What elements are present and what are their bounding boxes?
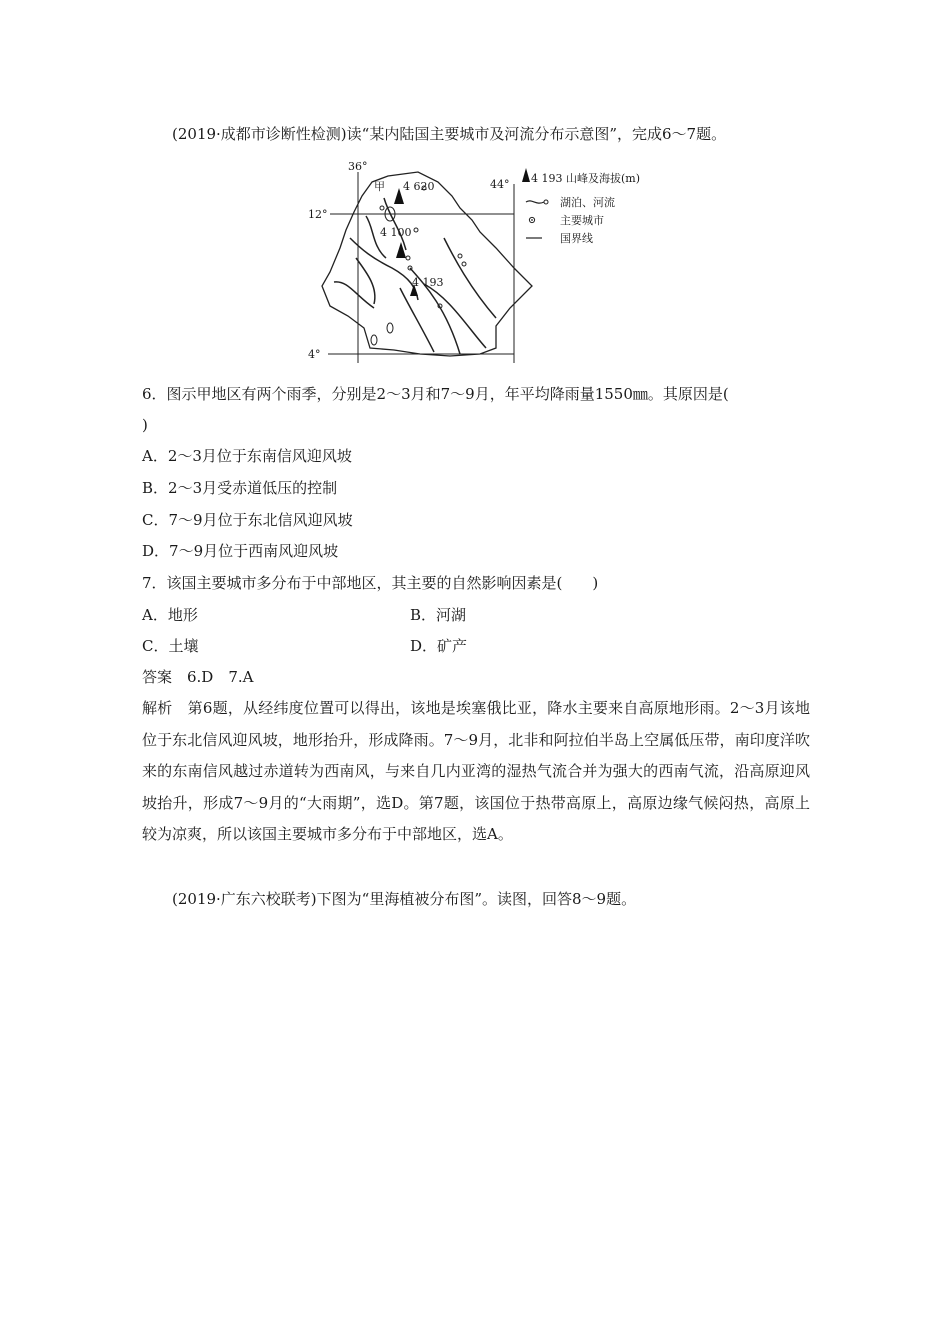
question-6-option-c: C．7～9月位于东北信风迎风坡 — [142, 511, 353, 529]
legend-peak-label: 4 193 山峰及海拔(m) — [531, 172, 641, 185]
question-intro-6-7: (2019·成都市诊断性检测)读“某内陆国主要城市及河流分布示意图”，完成6～7题。 — [172, 125, 727, 143]
city-marker — [414, 228, 418, 232]
legend-border-label: 国界线 — [560, 232, 593, 245]
legend-city-label: 主要城市 — [560, 214, 604, 227]
peak-label: 4 100 — [380, 226, 412, 239]
city-marker — [406, 256, 410, 260]
lake — [387, 323, 393, 333]
place-label-jia: 甲 — [374, 180, 385, 193]
legend-river-icon — [526, 201, 544, 203]
city-marker — [458, 254, 462, 258]
country-map-figure — [300, 158, 660, 363]
lon-label-36: 36° — [348, 160, 368, 173]
lat-label-4: 4° — [308, 348, 321, 361]
question-7-option-b: B．河湖 — [410, 606, 467, 624]
lat-label-12: 12° — [308, 208, 328, 221]
question-6-option-a: A．2～3月位于东南信风迎风坡 — [142, 447, 352, 465]
city-marker — [462, 262, 466, 266]
question-7-option-c: C．土壤 — [142, 637, 199, 655]
question-6-stem-cont: ) — [142, 416, 148, 434]
question-7-option-a: A．地形 — [142, 606, 198, 624]
question-6-stem: 6．图示甲地区有两个雨季，分别是2～3月和7～9月，年平均降雨量1550㎜。其原因是( — [142, 385, 729, 403]
country-border — [322, 172, 532, 356]
question-6-option-b: B．2～3月受赤道低压的控制 — [142, 479, 338, 497]
city-marker — [380, 206, 384, 210]
analysis-paragraph: 解析 第6题，从经纬度位置可以得出，该地是埃塞俄比亚，降水主要来自高原地形雨。2～3月该地位于东北信风迎风坡，地形抬升，形成降雨。7～9月，北非和阿拉伯半岛上空属低压带，南印度洋吹来的东南信风越过赤道转为西南风，与来自几内亚湾的湿热气流合并为强大的西南气流，沿高原迎风坡抬升，形成7～9月的“大雨期”，选D。第7题，该国位于热带高原上，高原边缘气候闷热，高原上较为凉爽，所以该国主要城市多分布于中部地区，选A。 — [142, 699, 810, 844]
lake — [371, 335, 377, 345]
peak-label: 4 193 — [412, 276, 444, 289]
legend-peak-icon — [522, 168, 530, 182]
question-intro-8-9: (2019·广东六校联考)下图为“里海植被分布图”。读图，回答8～9题。 — [172, 890, 637, 908]
answer-line: 答案 6.D 7.A — [142, 668, 254, 686]
question-7-option-d: D．矿产 — [410, 637, 468, 655]
lon-label-44: 44° — [490, 178, 510, 191]
legend-lake-river-label: 湖泊、河流 — [560, 196, 615, 209]
question-7-stem: 7．该国主要城市多分布于中部地区，其主要的自然影响因素是( ) — [142, 574, 599, 592]
peak-label: 4 620 — [403, 180, 435, 193]
question-6-option-d: D．7～9月位于西南风迎风坡 — [142, 542, 339, 560]
